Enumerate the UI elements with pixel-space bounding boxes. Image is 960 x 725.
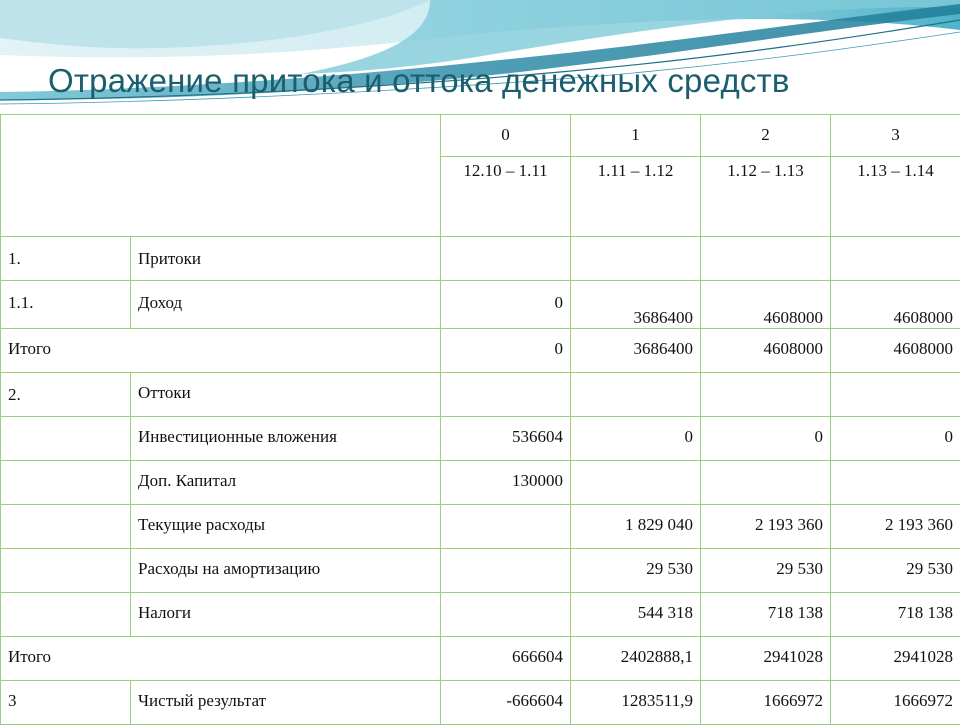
col-period: 1.11 – 1.12 bbox=[571, 157, 701, 237]
row-name: Оттоки bbox=[131, 373, 441, 417]
total-label: Итого bbox=[1, 637, 441, 681]
table-row bbox=[1, 461, 960, 505]
row-number bbox=[1, 461, 131, 505]
total-label: Итого bbox=[1, 329, 441, 373]
cashflow-table bbox=[0, 114, 960, 725]
row-value bbox=[831, 237, 960, 281]
col-index: 0 bbox=[441, 115, 571, 157]
row-value: 29 530 bbox=[571, 549, 701, 593]
row-name: Инвестиционные вложения bbox=[131, 417, 441, 461]
row-name: Налоги bbox=[131, 593, 441, 637]
row-value: 4608000 bbox=[831, 329, 960, 373]
row-value bbox=[441, 237, 571, 281]
table-row-total bbox=[1, 637, 960, 681]
row-value: 2941028 bbox=[831, 637, 960, 681]
row-value: 3686400 bbox=[571, 329, 701, 373]
row-value: 666604 bbox=[441, 637, 571, 681]
row-value bbox=[831, 373, 960, 417]
row-value: 4608000 bbox=[701, 281, 831, 329]
row-value: 1 829 040 bbox=[571, 505, 701, 549]
row-value bbox=[441, 373, 571, 417]
row-value bbox=[441, 593, 571, 637]
row-number bbox=[1, 505, 131, 549]
row-value: 536604 bbox=[441, 417, 571, 461]
row-value bbox=[571, 373, 701, 417]
row-value: 130000 bbox=[441, 461, 571, 505]
row-value bbox=[441, 549, 571, 593]
row-value: 1666972 bbox=[701, 681, 831, 725]
row-value: 3686400 bbox=[571, 281, 701, 329]
table-row bbox=[1, 281, 960, 329]
row-value bbox=[571, 237, 701, 281]
row-value: 2 193 360 bbox=[831, 505, 960, 549]
row-name: Притоки bbox=[131, 237, 441, 281]
row-value bbox=[701, 237, 831, 281]
row-value: -666604 bbox=[441, 681, 571, 725]
row-value bbox=[441, 505, 571, 549]
row-value: 1666972 bbox=[831, 681, 960, 725]
row-name: Чистый результат bbox=[131, 681, 441, 725]
table-row bbox=[1, 681, 960, 725]
header-blank-cell bbox=[1, 115, 441, 237]
col-period: 1.12 – 1.13 bbox=[701, 157, 831, 237]
row-number bbox=[1, 549, 131, 593]
row-number: 1.1. bbox=[1, 281, 131, 329]
table-row bbox=[1, 373, 960, 417]
slide-header bbox=[0, 0, 960, 114]
col-index: 3 bbox=[831, 115, 960, 157]
row-value: 2402888,1 bbox=[571, 637, 701, 681]
table-row bbox=[1, 505, 960, 549]
row-value: 2941028 bbox=[701, 637, 831, 681]
row-number bbox=[1, 593, 131, 637]
col-index: 1 bbox=[571, 115, 701, 157]
row-value: 1283511,9 bbox=[571, 681, 701, 725]
col-period: 1.13 – 1.14 bbox=[831, 157, 960, 237]
row-value: 544 318 bbox=[571, 593, 701, 637]
table-row bbox=[1, 417, 960, 461]
row-value: 2 193 360 bbox=[701, 505, 831, 549]
row-value: 718 138 bbox=[701, 593, 831, 637]
row-value: 0 bbox=[441, 281, 571, 329]
row-value: 0 bbox=[571, 417, 701, 461]
row-value: 0 bbox=[831, 417, 960, 461]
table-row-total bbox=[1, 329, 960, 373]
row-name: Расходы на амортизацию bbox=[131, 549, 441, 593]
table-row bbox=[1, 237, 960, 281]
row-value: 29 530 bbox=[831, 549, 960, 593]
row-name: Доход bbox=[131, 281, 441, 329]
table-row bbox=[1, 549, 960, 593]
row-number: 1. bbox=[1, 237, 131, 281]
row-number: 2. bbox=[1, 373, 131, 417]
row-value: 4608000 bbox=[701, 329, 831, 373]
col-period: 12.10 – 1.11 bbox=[441, 157, 571, 237]
row-value: 4608000 bbox=[831, 281, 960, 329]
col-index: 2 bbox=[701, 115, 831, 157]
row-name: Доп. Капитал bbox=[131, 461, 441, 505]
row-number bbox=[1, 417, 131, 461]
slide-title: Отражение притока и оттока денежных средств bbox=[48, 62, 790, 100]
table-row bbox=[1, 593, 960, 637]
row-value bbox=[571, 461, 701, 505]
row-value: 29 530 bbox=[701, 549, 831, 593]
row-value bbox=[701, 461, 831, 505]
row-value bbox=[701, 373, 831, 417]
row-value: 718 138 bbox=[831, 593, 960, 637]
row-name: Текущие расходы bbox=[131, 505, 441, 549]
row-value: 0 bbox=[701, 417, 831, 461]
row-value bbox=[831, 461, 960, 505]
row-value: 0 bbox=[441, 329, 571, 373]
row-number: 3 bbox=[1, 681, 131, 725]
